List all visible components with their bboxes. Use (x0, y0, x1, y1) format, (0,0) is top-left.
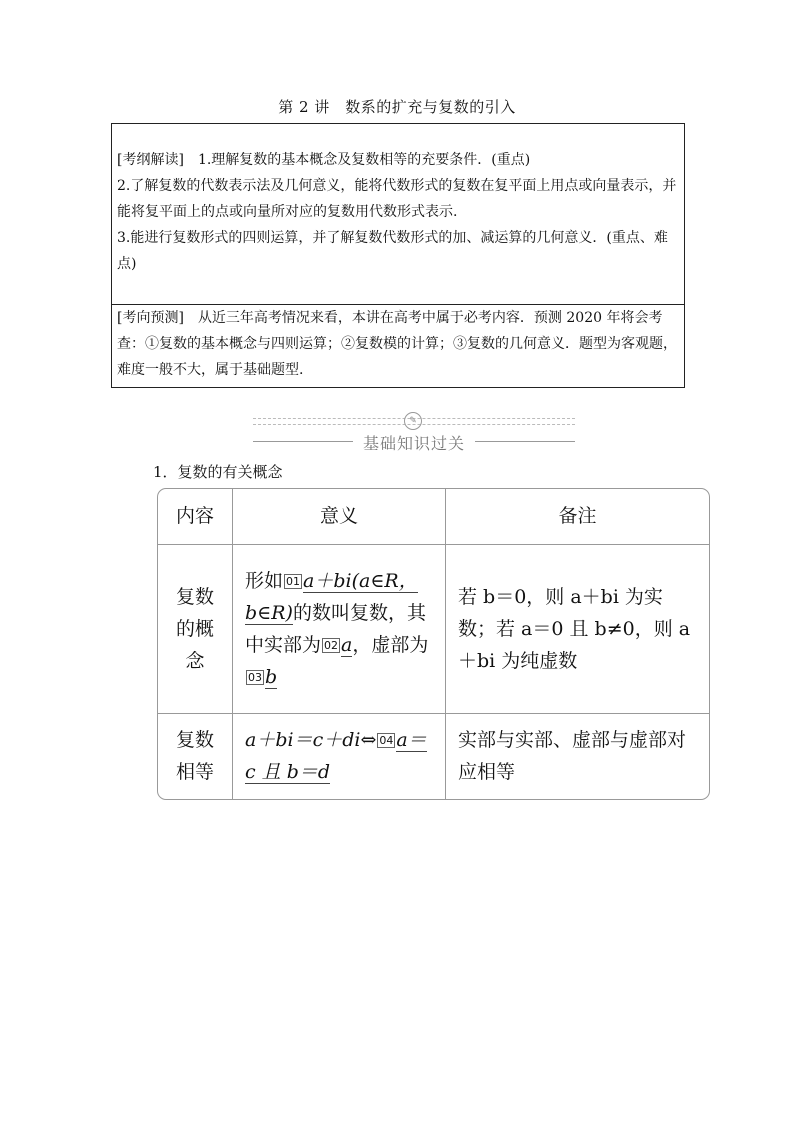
concept-table (157, 488, 710, 800)
page-title: 第 2 讲 数系的扩充与复数的引入 (278, 98, 516, 116)
exam-syllabus-section (117, 147, 682, 277)
blank-answer: a＋bi(a∈R，b∈R) (245, 569, 418, 624)
row-note: 若 b＝0，则 a＋bi 为实数；若 a＝0 且 b≠0，则 a＋bi 为纯虚数 (446, 544, 710, 713)
syllabus-item-1: 1.理解复数的基本概念及复数相等的充要条件．(重点) (197, 152, 531, 168)
answer-blank: 03 (248, 670, 262, 684)
exam-forecast-section (117, 305, 682, 383)
row-meaning: 形如 01 a＋bi(a∈R，b∈R)的数叫复数，其中实部为 02 a，虚部为03 b (233, 544, 446, 713)
row-meaning: a＋bi＝c＋di⇔ 04 a＝c 且 b＝d (233, 713, 446, 799)
answer-blank: 04 (379, 734, 394, 748)
table-row (158, 544, 709, 713)
syllabus-item-2: 2.了解复数的代数表示法及几何意义，能将代数形式的复数在复平面上用点或向量表示，并能将复平面上的点或向量所对应的复数用代数形式表示. (117, 178, 677, 220)
blank-answer: b (265, 665, 278, 688)
section-banner (253, 410, 575, 454)
row-name: 复数的概念 (158, 544, 233, 713)
syllabus-item-3: 3.能进行复数形式的四则运算，并了解复数代数形式的加、减运算的几何意义．(重点、难点) (117, 230, 668, 272)
exam-forecast-text: 从近三年高考情况来看，本讲在高考中属于必考内容．预测 2020 年将会考查：①复数的基本概念与四则运算；②复数模的计算；③复数的几何意义．题型为客观题，难度一般不大，属于基础题型. (117, 310, 677, 378)
section-heading: 1．复数的有关概念 (153, 463, 283, 481)
answer-blank: 02 (324, 638, 339, 652)
blank-answer: a＝c 且 b＝d (245, 729, 427, 784)
answer-blank: 01 (286, 574, 301, 588)
row-name: 复数相等 (158, 713, 233, 799)
header-note: 备注 (446, 489, 710, 544)
header-content: 内容 (158, 489, 233, 544)
table-header-row (158, 489, 709, 544)
header-meaning: 意义 (233, 489, 446, 544)
table-row (158, 713, 709, 799)
blank-answer: a (341, 633, 353, 656)
banner-label: 基础知识过关 (362, 434, 465, 453)
row-note: 实部与实部、虚部与虚部对应相等 (446, 713, 710, 799)
pen-emblem-icon: ✎ (404, 412, 422, 430)
exam-syllabus-tag: [考纲解读] (117, 152, 184, 168)
exam-forecast-tag: [考向预测] (117, 310, 184, 326)
